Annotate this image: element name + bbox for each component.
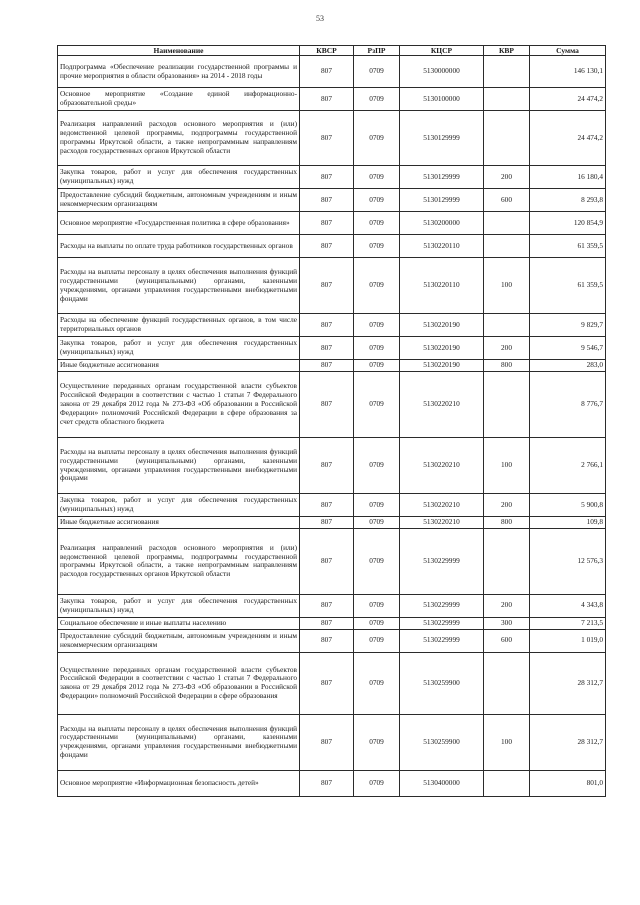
row-kvsr: 807 — [300, 594, 354, 617]
row-kvsr: 807 — [300, 629, 354, 652]
row-rzpr: 0709 — [354, 494, 400, 517]
row-kcsr: 5130220190 — [400, 337, 484, 360]
table-header-row — [58, 46, 606, 56]
row-name: Расходы на выплаты персоналу в целях обеспечения выполнения функций государственными (муниципальными) органами, казенными учреждениями, органами управления государственными внебюджетными фондами — [58, 714, 300, 770]
table-row — [58, 337, 606, 360]
row-kvsr: 807 — [300, 517, 354, 529]
row-kvr: 300 — [484, 617, 530, 629]
row-kvsr: 807 — [300, 528, 354, 594]
row-name: Основное мероприятие «Создание единой информационно-образовательной среды» — [58, 88, 300, 111]
row-kvr — [484, 770, 530, 796]
row-kvsr: 807 — [300, 189, 354, 212]
budget-table — [57, 45, 606, 797]
row-sum: 120 854,9 — [530, 212, 606, 235]
row-sum: 9 546,7 — [530, 337, 606, 360]
row-sum: 61 359,5 — [530, 235, 606, 258]
row-name: Предоставление субсидий бюджетным, автономным учреждениям и иным некоммерческим организациям — [58, 629, 300, 652]
row-sum: 28 312,7 — [530, 714, 606, 770]
row-kvr — [484, 111, 530, 166]
row-name: Закупка товаров, работ и услуг для обеспечения государственных (муниципальных) нужд — [58, 594, 300, 617]
row-kcsr: 5130220110 — [400, 258, 484, 314]
table-body — [58, 56, 606, 797]
row-sum: 16 180,4 — [530, 166, 606, 189]
row-rzpr: 0709 — [354, 166, 400, 189]
row-kcsr: 5130200000 — [400, 212, 484, 235]
row-name: Закупка товаров, работ и услуг для обеспечения государственных (муниципальных) нужд — [58, 494, 300, 517]
row-kvsr: 807 — [300, 166, 354, 189]
row-kvr: 600 — [484, 629, 530, 652]
row-kvsr: 807 — [300, 212, 354, 235]
row-kvr: 200 — [484, 594, 530, 617]
row-name: Закупка товаров, работ и услуг для обеспечения государственных (муниципальных) нужд — [58, 166, 300, 189]
row-kvsr: 807 — [300, 438, 354, 494]
row-kcsr: 5130129999 — [400, 189, 484, 212]
table-row — [58, 652, 606, 714]
header-kcsr: КЦСР — [400, 46, 484, 56]
row-rzpr: 0709 — [354, 56, 400, 88]
row-sum: 12 576,3 — [530, 528, 606, 594]
row-rzpr: 0709 — [354, 594, 400, 617]
row-kvsr: 807 — [300, 360, 354, 372]
row-kcsr: 5130220210 — [400, 517, 484, 529]
row-name: Расходы на обеспечение функций государственных органов, в том числе территориальных органов — [58, 314, 300, 337]
row-kcsr: 5130400000 — [400, 770, 484, 796]
row-kvsr: 807 — [300, 372, 354, 438]
row-sum: 9 829,7 — [530, 314, 606, 337]
row-kcsr: 5130259900 — [400, 714, 484, 770]
row-rzpr: 0709 — [354, 617, 400, 629]
row-sum: 24 474,2 — [530, 111, 606, 166]
row-kcsr: 5130259900 — [400, 652, 484, 714]
row-kvr — [484, 88, 530, 111]
table-row — [58, 494, 606, 517]
row-rzpr: 0709 — [354, 111, 400, 166]
row-sum: 7 213,5 — [530, 617, 606, 629]
table-row — [58, 629, 606, 652]
row-sum: 283,0 — [530, 360, 606, 372]
row-kvsr: 807 — [300, 258, 354, 314]
row-name: Иные бюджетные ассигнования — [58, 517, 300, 529]
row-kcsr: 5130220210 — [400, 494, 484, 517]
row-sum: 2 766,1 — [530, 438, 606, 494]
row-rzpr: 0709 — [354, 360, 400, 372]
row-sum: 5 900,8 — [530, 494, 606, 517]
row-kcsr: 5130100000 — [400, 88, 484, 111]
row-rzpr: 0709 — [354, 652, 400, 714]
table-row — [58, 770, 606, 796]
row-kcsr: 5130220210 — [400, 438, 484, 494]
row-kvsr: 807 — [300, 314, 354, 337]
row-name: Реализация направлений расходов основного мероприятия и (или) ведомственной целевой программы, подпрограммы государственной программы Иркутской области, а также непрограммным направлениям расходов государственных органов Иркутской области — [58, 528, 300, 594]
row-kvsr: 807 — [300, 714, 354, 770]
table-row — [58, 235, 606, 258]
row-sum: 8 293,8 — [530, 189, 606, 212]
row-kcsr: 5130229999 — [400, 629, 484, 652]
row-rzpr: 0709 — [354, 517, 400, 529]
row-kvsr: 807 — [300, 617, 354, 629]
table-row — [58, 594, 606, 617]
row-kvsr: 807 — [300, 235, 354, 258]
table-row — [58, 528, 606, 594]
row-kvr — [484, 56, 530, 88]
table-row — [58, 212, 606, 235]
row-rzpr: 0709 — [354, 528, 400, 594]
row-name: Расходы на выплаты персоналу в целях обеспечения выполнения функций государственными (муниципальными) органами, казенными учреждениями, органами управления государственными внебюджетными фондами — [58, 438, 300, 494]
header-name: Наименование — [58, 46, 300, 56]
row-kcsr: 5130229999 — [400, 594, 484, 617]
table-row — [58, 111, 606, 166]
row-name: Предоставление субсидий бюджетным, автономным учреждениям и иным некоммерческим организациям — [58, 189, 300, 212]
table-row — [58, 56, 606, 88]
row-kvr: 200 — [484, 166, 530, 189]
row-kvr: 600 — [484, 189, 530, 212]
row-kvr: 200 — [484, 494, 530, 517]
row-name: Основное мероприятие «Государственная политика в сфере образования» — [58, 212, 300, 235]
table-row — [58, 714, 606, 770]
row-kcsr: 5130129999 — [400, 166, 484, 189]
row-name: Осуществление переданных органам государственной власти субъектов Российской Федерации в соответствии с частью 1 статьи 7 Федерального закона от 29 декабря 2012 года № 273-ФЗ «Об образовании в Российской Федерации» полномочий Российской Федерации в сфере образования — [58, 652, 300, 714]
row-kvr — [484, 528, 530, 594]
row-sum: 28 312,7 — [530, 652, 606, 714]
row-rzpr: 0709 — [354, 770, 400, 796]
table-row — [58, 517, 606, 529]
row-kvr: 800 — [484, 360, 530, 372]
page-number: 53 — [316, 14, 324, 23]
row-kvr — [484, 212, 530, 235]
row-kvsr: 807 — [300, 770, 354, 796]
row-kvr: 100 — [484, 714, 530, 770]
table-row — [58, 438, 606, 494]
row-name: Иные бюджетные ассигнования — [58, 360, 300, 372]
header-kvsr: КВСР — [300, 46, 354, 56]
row-rzpr: 0709 — [354, 189, 400, 212]
table-row — [58, 258, 606, 314]
row-kvsr: 807 — [300, 56, 354, 88]
row-kcsr: 5130129999 — [400, 111, 484, 166]
row-kvr: 100 — [484, 258, 530, 314]
row-kcsr: 5130000000 — [400, 56, 484, 88]
row-name: Реализация направлений расходов основного мероприятия и (или) ведомственной целевой программы, подпрограммы государственной программы Иркутской области, а также непрограммным направлениям расходов государственных органов Иркутской области — [58, 111, 300, 166]
header-rzpr: РзПР — [354, 46, 400, 56]
row-rzpr: 0709 — [354, 258, 400, 314]
row-kvsr: 807 — [300, 494, 354, 517]
table-row — [58, 88, 606, 111]
row-kvr: 800 — [484, 517, 530, 529]
table-row — [58, 360, 606, 372]
row-name: Расходы на выплаты персоналу в целях обеспечения выполнения функций государственными (муниципальными) органами, казенными учреждениями, органами управления государственными внебюджетными фондами — [58, 258, 300, 314]
row-kvsr: 807 — [300, 111, 354, 166]
row-kvr — [484, 652, 530, 714]
row-kvr — [484, 235, 530, 258]
row-kvr: 100 — [484, 438, 530, 494]
row-kvsr: 807 — [300, 652, 354, 714]
row-name: Основное мероприятие «Информационная безопасность детей» — [58, 770, 300, 796]
row-kvsr: 807 — [300, 88, 354, 111]
row-kcsr: 5130229999 — [400, 617, 484, 629]
table-row — [58, 617, 606, 629]
row-rzpr: 0709 — [354, 438, 400, 494]
table-row — [58, 189, 606, 212]
row-kcsr: 5130220190 — [400, 360, 484, 372]
header-sum: Сумма — [530, 46, 606, 56]
row-sum: 801,0 — [530, 770, 606, 796]
row-rzpr: 0709 — [354, 629, 400, 652]
row-kcsr: 5130229999 — [400, 528, 484, 594]
row-kvsr: 807 — [300, 337, 354, 360]
row-name: Социальное обеспечение и иные выплаты населению — [58, 617, 300, 629]
row-kcsr: 5130220190 — [400, 314, 484, 337]
row-name: Закупка товаров, работ и услуг для обеспечения государственных (муниципальных) нужд — [58, 337, 300, 360]
row-rzpr: 0709 — [354, 235, 400, 258]
header-kvr: КВР — [484, 46, 530, 56]
row-rzpr: 0709 — [354, 212, 400, 235]
row-sum: 109,8 — [530, 517, 606, 529]
row-name: Подпрограмма «Обеспечение реализации государственной программы и прочие мероприятия в области образования» на 2014 - 2018 годы — [58, 56, 300, 88]
row-sum: 8 776,7 — [530, 372, 606, 438]
row-kvr — [484, 372, 530, 438]
row-sum: 146 130,1 — [530, 56, 606, 88]
row-sum: 1 019,0 — [530, 629, 606, 652]
row-kcsr: 5130220110 — [400, 235, 484, 258]
row-kcsr: 5130220210 — [400, 372, 484, 438]
row-rzpr: 0709 — [354, 314, 400, 337]
table-row — [58, 166, 606, 189]
row-rzpr: 0709 — [354, 337, 400, 360]
table-row — [58, 372, 606, 438]
table-row — [58, 314, 606, 337]
row-name: Расходы на выплаты по оплате труда работников государственных органов — [58, 235, 300, 258]
row-sum: 4 343,8 — [530, 594, 606, 617]
row-name: Осуществление переданных органам государственной власти субъектов Российской Федерации в соответствии с частью 1 статьи 7 Федерального закона от 29 декабря 2012 года № 273-ФЗ «Об образовании в Российской Федерации» полномочий Российской Федерации в сфере образования за счет средств областного бюджета — [58, 372, 300, 438]
row-rzpr: 0709 — [354, 714, 400, 770]
row-kvr: 200 — [484, 337, 530, 360]
row-kvr — [484, 314, 530, 337]
row-sum: 61 359,5 — [530, 258, 606, 314]
row-rzpr: 0709 — [354, 88, 400, 111]
row-sum: 24 474,2 — [530, 88, 606, 111]
row-rzpr: 0709 — [354, 372, 400, 438]
